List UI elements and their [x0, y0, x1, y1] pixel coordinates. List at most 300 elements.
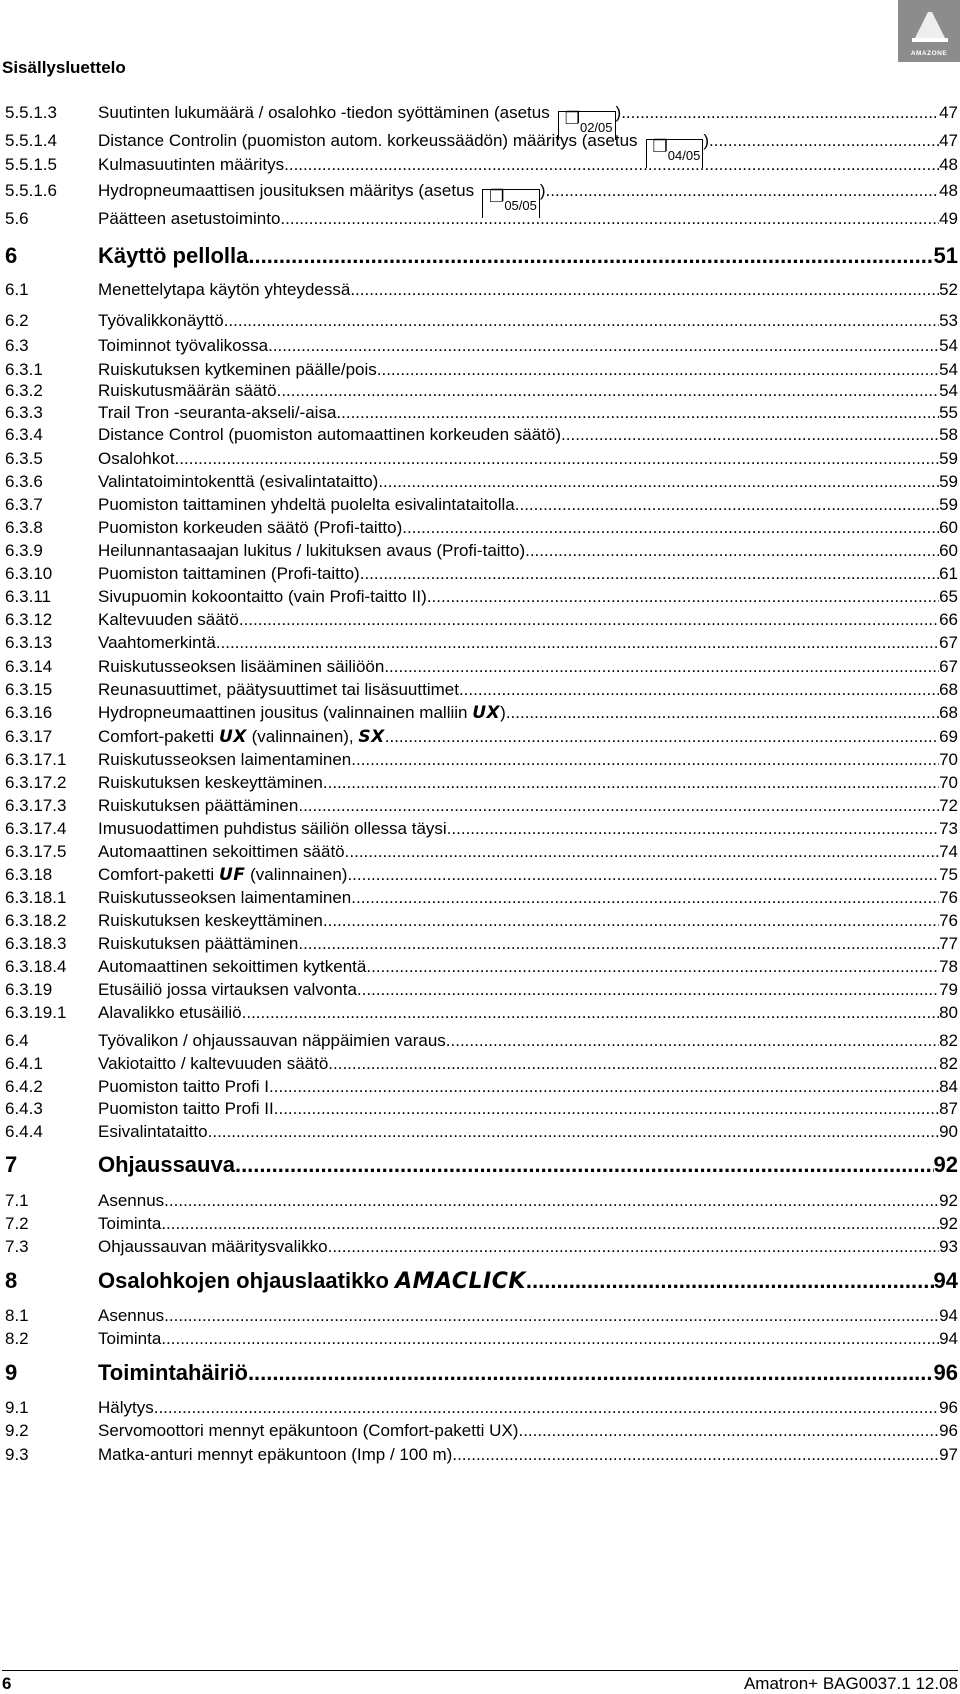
- toc-entry-page: 82: [939, 1054, 958, 1073]
- toc-entry-line: [98, 1421, 958, 1441]
- toc-entry-title-text: Distance Control (puomiston automaattinen korkeuden säätö): [98, 425, 562, 444]
- toc-entry-title-suffix: ): [500, 703, 506, 722]
- toc-entry-title: [98, 842, 345, 862]
- toc-entry-page: 49: [939, 209, 958, 228]
- toc-entry-page: 94: [939, 1329, 958, 1348]
- toc-entry-page: 76: [939, 888, 958, 907]
- toc-entry-title-text: Käyttö pellolla: [98, 243, 249, 268]
- dot-leader: [298, 934, 939, 954]
- toc-entry-line: [98, 587, 958, 607]
- toc-entry-title: [98, 381, 277, 401]
- toc-entry-number: 6.3.19.1: [5, 1003, 67, 1022]
- toc-entry-number: 9.2: [5, 1421, 29, 1440]
- toc-entry-page: 54: [939, 381, 958, 400]
- toc-entry-page: 47: [939, 103, 958, 122]
- dot-leader: [384, 657, 939, 677]
- dot-leader: [709, 131, 939, 151]
- toc-entry-page: 84: [939, 1077, 958, 1096]
- toc-entry-title-text: Työvalikkonäyttö: [98, 311, 224, 330]
- dot-leader: [446, 1031, 939, 1051]
- toc-entry-title: [98, 819, 447, 839]
- dot-leader: [323, 911, 939, 931]
- dot-leader: [377, 360, 939, 380]
- toc-entry-page: 54: [939, 336, 958, 355]
- dot-leader: [235, 1152, 934, 1178]
- toc-entry-title: [98, 1214, 161, 1234]
- toc-entry-title: [98, 243, 248, 269]
- toc-entry-page: 97: [939, 1445, 958, 1464]
- toc-entry-page: 52: [939, 280, 958, 299]
- toc-entry-title: [98, 311, 224, 331]
- toc-entry-page: 47: [939, 131, 958, 150]
- toc-entry-page: 60: [939, 541, 958, 560]
- toc-entry-title: [98, 1421, 518, 1441]
- dot-leader: [242, 1003, 939, 1023]
- toc-entry-title: [98, 750, 351, 770]
- toc-entry-title-text: Osalohkojen ohjauslaatikko: [98, 1268, 389, 1293]
- toc-entry-page: 96: [933, 1360, 958, 1385]
- dot-leader: [284, 155, 939, 175]
- toc-entry-line: [98, 472, 958, 492]
- toc-entry-title: [98, 1398, 154, 1418]
- toc-entry-page: 87: [939, 1099, 958, 1118]
- dot-leader: [378, 472, 939, 492]
- toc-entry-number: 6.3.5: [5, 449, 43, 468]
- dot-leader: [351, 750, 939, 770]
- setting-page-number: 05/05: [504, 198, 537, 213]
- toc-entry-line: [98, 1329, 958, 1349]
- setting-page-number: 04/05: [667, 148, 701, 163]
- toc-entry-page: 60: [939, 518, 958, 537]
- dot-leader: [269, 1077, 939, 1097]
- toc-entry-title: [98, 957, 366, 977]
- dot-leader: [224, 311, 939, 331]
- dot-leader: [357, 980, 939, 1000]
- toc-entry-line: [98, 1031, 958, 1051]
- toc-entry-title: [98, 1360, 248, 1386]
- toc-entry-number: 6.3.17: [5, 727, 53, 746]
- toc-entry-title-text: Puomiston taittaminen (Profi-taitto): [98, 564, 360, 583]
- toc-entry-title-text: Puomiston taitto Profi I: [98, 1077, 270, 1096]
- toc-entry-number: 6.3.7: [5, 495, 43, 514]
- toc-entry-title-text: Ruiskutuksen keskeyttäminen: [98, 773, 323, 792]
- dot-leader: [336, 403, 939, 423]
- toc-entry-page: 70: [939, 773, 958, 792]
- toc-entry-page: 79: [939, 980, 958, 999]
- toc-entry-title: [98, 1237, 328, 1257]
- toc-entry-line: [98, 727, 958, 747]
- dot-leader: [248, 243, 933, 269]
- toc-entry-line: [98, 541, 958, 561]
- toc-entry-title: [98, 934, 298, 954]
- toc-entry-title-text: Menettelytapa käytön yhteydessä: [98, 280, 351, 299]
- toc-entry-page: 75: [939, 865, 958, 884]
- toc-entry-title: [98, 564, 360, 584]
- toc-entry-title-text: Automaattinen sekoittimen kytkentä: [98, 957, 367, 976]
- toc-entry-line: [98, 1306, 958, 1326]
- toc-entry-title-text: Toimintahäiriö: [98, 1360, 248, 1385]
- toc-entry-number: 7.3: [5, 1237, 29, 1256]
- toc-entry-page: 94: [939, 1306, 958, 1325]
- toc-entry-page: 61: [939, 564, 958, 583]
- toc-entry-number: 6.3.11: [5, 587, 52, 606]
- toc-entry-line: [98, 633, 958, 653]
- toc-entry-title-text: Työvalikon / ohjaussauvan näppäimien varaus: [98, 1031, 446, 1050]
- toc-entry-line: [98, 1003, 958, 1023]
- toc-entry-number: 6.3.17.1: [5, 750, 67, 769]
- toc-entry-line: [98, 403, 958, 423]
- dot-leader: [280, 209, 939, 229]
- toc-entry-number: 9.1: [5, 1398, 29, 1417]
- toc-entry-title-text: Imusuodattimen puhdistus säiliön ollessa täysi: [98, 819, 447, 838]
- toc-entry-title: [98, 1268, 526, 1294]
- toc-entry-title: [98, 1152, 235, 1178]
- dot-leader: [328, 1054, 939, 1074]
- toc-entry-page: 48: [939, 181, 958, 200]
- toc-entry-title: [98, 1306, 164, 1326]
- toc-entry-title: [98, 980, 357, 1000]
- toc-entry-number: 6.3.3: [5, 403, 43, 422]
- toc-entry-title-text: Ruiskutusseoksen laimentaminen: [98, 750, 352, 769]
- toc-entry-title-text: Puomiston taittaminen yhdeltä puolelta esivalintataitolla: [98, 495, 515, 514]
- footer-page-number: 6: [2, 1674, 12, 1693]
- toc-entry-title: [98, 888, 351, 908]
- toc-entry-number: 5.6: [5, 209, 29, 228]
- toc-entry-number: 9.3: [5, 1445, 29, 1464]
- toc-entry-title-text: Matka-anturi mennyt epäkuntoon (Imp / 100 m): [98, 1445, 453, 1464]
- settings-page-icon: ❐: [652, 137, 668, 156]
- toc-entry-line: [98, 564, 958, 584]
- brand-name: AMACLICK: [395, 1269, 526, 1294]
- toc-entry-title-text: Ruiskutuksen päättäminen: [98, 796, 299, 815]
- settings-page-icon: ❐: [564, 109, 580, 128]
- settings-page-icon: ❐: [489, 187, 505, 206]
- dot-leader: [328, 1237, 939, 1257]
- toc-entry-page: 53: [939, 311, 958, 330]
- toc-entry-number: 5.5.1.4: [5, 131, 57, 150]
- dot-leader: [518, 1421, 939, 1441]
- toc-entry-number: 7.2: [5, 1214, 29, 1233]
- toc-entry-line: [98, 1122, 958, 1142]
- toc-entry-title-text: Toiminnot työvalikossa: [98, 336, 269, 355]
- toc-entry-line: [98, 1191, 958, 1211]
- toc-entry-number: 6.3.10: [5, 564, 53, 583]
- toc-entry-line: [98, 518, 958, 538]
- toc-entry-number: 6.3.16: [5, 703, 53, 722]
- toc-entry-line: [98, 980, 958, 1000]
- toc-entry-line: [98, 449, 958, 469]
- toc-entry-title-text: Alavalikko etusäiliö: [98, 1003, 242, 1022]
- toc-entry-title: [98, 1329, 161, 1349]
- toc-entry-title: [98, 633, 216, 653]
- brand-name: UX: [218, 727, 247, 747]
- toc-entry-page: 67: [939, 657, 958, 676]
- dot-leader: [351, 888, 939, 908]
- dot-leader: [274, 1099, 939, 1119]
- dot-leader: [525, 541, 939, 561]
- brand-name: UF: [218, 865, 246, 885]
- toc-entry-title-text: Heilunnantasaajan lukitus / lukituksen avaus (Profi-taitto): [98, 541, 526, 560]
- toc-entry-number: 7: [5, 1152, 18, 1177]
- toc-entry-page: 92: [939, 1191, 958, 1210]
- toc-entry-title-text: Servomoottori mennyt epäkuntoon (Comfort-paketti UX): [98, 1421, 519, 1440]
- toc-entry-number: 6.4: [5, 1031, 29, 1050]
- toc-entry-title: [98, 796, 298, 816]
- toc-entry-line: [98, 773, 958, 793]
- toc-entry-title-text: Puomiston taitto Profi II: [98, 1099, 274, 1118]
- toc-entry-line: [98, 680, 958, 700]
- toc-entry-page: 70: [939, 750, 958, 769]
- toc-entry-title: [98, 1003, 242, 1023]
- dot-leader: [506, 703, 939, 723]
- toc-entry-title-text: Reunasuuttimet, päätysuuttimet tai lisäsuuttimet: [98, 680, 459, 699]
- toc-entry-page: 76: [939, 911, 958, 930]
- toc-entry-page: 74: [939, 842, 958, 861]
- footer-document-id: Amatron+ BAG0037.1 12.08: [743, 1674, 958, 1693]
- toc-entry-number: 6.3.4: [5, 425, 43, 444]
- toc-entry-number: 6.4.1: [5, 1054, 43, 1073]
- toc-entry-page: 55: [939, 403, 958, 422]
- toc-entry-title: [98, 1191, 164, 1211]
- dot-leader: [347, 865, 939, 885]
- dot-leader: [239, 610, 939, 630]
- dot-leader: [366, 957, 939, 977]
- dot-leader: [268, 336, 939, 356]
- toc-entry-page: 59: [939, 449, 958, 468]
- toc-entry-number: 6.1: [5, 280, 29, 299]
- toc-entry-line: [98, 610, 958, 630]
- toc-entry-number: 5.5.1.5: [5, 155, 57, 174]
- toc-entry-title: [98, 449, 175, 469]
- dot-leader: [447, 819, 939, 839]
- toc-entry-title: [98, 1077, 269, 1097]
- toc-entry-title: [98, 727, 385, 747]
- dot-leader: [427, 587, 939, 607]
- dot-leader: [515, 495, 939, 515]
- dot-leader: [208, 1122, 939, 1142]
- toc-entry-number: 8.2: [5, 1329, 29, 1348]
- toc-entry-number: 6.3.18.3: [5, 934, 67, 953]
- toc-entry-number: 5.5.1.6: [5, 181, 57, 200]
- toc-entry-title-text: Ohjaussauvan määritysvalikko: [98, 1237, 328, 1256]
- toc-entry-page: 96: [939, 1421, 958, 1440]
- toc-entry-page: 72: [939, 796, 958, 815]
- toc-entry-title-text: Comfort-paketti: [98, 865, 215, 884]
- toc-entry-number: 6.3.17.3: [5, 796, 67, 815]
- toc-entry-title-text: Automaattinen sekoittimen säätö: [98, 842, 345, 861]
- toc-entry-title-text: Etusäiliö jossa virtauksen valvonta: [98, 980, 357, 999]
- toc-entry-line: [98, 888, 958, 908]
- toc-entry-title-text: Ruiskutusseoksen laimentaminen: [98, 888, 352, 907]
- toc-entry-page: 96: [939, 1398, 958, 1417]
- toc-entry-page: 67: [939, 633, 958, 652]
- brand-name: SX: [358, 727, 385, 747]
- toc-entry-number: 6.4.2: [5, 1077, 43, 1096]
- toc-entry-page: 80: [939, 1003, 958, 1022]
- toc-entry-page: 65: [939, 587, 958, 606]
- toc-entry-title: [98, 1445, 452, 1465]
- toc-entry-line: [98, 957, 958, 977]
- toc-entry-line: [98, 819, 958, 839]
- dot-leader: [526, 1268, 934, 1294]
- dot-leader: [161, 1214, 939, 1234]
- toc-entry-page: 66: [939, 610, 958, 629]
- toc-entry-title: [98, 425, 561, 445]
- toc-entry-title-suffix: (valinnainen): [250, 865, 348, 884]
- toc-entry-title-text: Hydropneumaattisen jousituksen määritys (asetus: [98, 181, 475, 200]
- closing-parenthesis: ): [703, 131, 709, 150]
- toc-entry-title: [98, 541, 525, 561]
- toc-entry-number: 6.3.18.4: [5, 957, 67, 976]
- toc-entry-title-text: Kaltevuuden säätö: [98, 610, 239, 629]
- footer-divider: [2, 1670, 958, 1671]
- toc-entry-title-text: Suutinten lukumäärä / osalohko -tiedon syöttäminen (asetus: [98, 103, 550, 122]
- toc-entry-page: 94: [933, 1268, 958, 1293]
- toc-entry-number: 6.3.18: [5, 865, 53, 884]
- logo-wordmark: AMAZONE: [910, 50, 948, 57]
- toc-entry-line: [98, 1054, 958, 1074]
- toc-entry-page: 90: [939, 1122, 958, 1141]
- page-title: Sisällysluettelo: [2, 58, 126, 77]
- toc-entry-title-text: Ruiskutuksen keskeyttäminen: [98, 911, 323, 930]
- toc-entry-line: [98, 1360, 958, 1386]
- toc-entry-title-text: Ruiskutusseoksen lisääminen säiliöön: [98, 657, 385, 676]
- toc-entry-title: [98, 360, 377, 380]
- toc-entry-page: 54: [939, 360, 958, 379]
- toc-entry-title-text: Vakiotaitto / kaltevuuden säätö: [98, 1054, 329, 1073]
- toc-entry-page: 68: [939, 703, 958, 722]
- toc-entry-title: [98, 336, 268, 356]
- toc-entry-page: 59: [939, 472, 958, 491]
- toc-entry-line: [98, 1214, 958, 1234]
- toc-entry-page: 68: [939, 680, 958, 699]
- toc-entry-title-text: Ohjaussauva: [98, 1152, 235, 1177]
- toc-entry-number: 6.3.6: [5, 472, 43, 491]
- toc-entry-number: 6.3.15: [5, 680, 53, 699]
- toc-entry-number: 9: [5, 1360, 18, 1385]
- toc-entry-page: 77: [939, 934, 958, 953]
- toc-entry-number: 6.3.17.2: [5, 773, 67, 792]
- closing-parenthesis: ): [539, 181, 546, 200]
- toc-entry-title-text: Vaahtomerkintä: [98, 633, 216, 652]
- toc-entry-line: [98, 311, 958, 331]
- toc-entry-line: [98, 243, 958, 269]
- toc-entry-line: [98, 425, 958, 445]
- dot-leader: [385, 727, 939, 747]
- toc-entry-title-text: Ruiskutuksen kytkeminen päälle/pois: [98, 360, 377, 379]
- toc-entry-page: 69: [939, 727, 958, 746]
- toc-entry-title-text: Ruiskutusmäärän säätö: [98, 381, 277, 400]
- toc-entry-title-text: Esivalintataitto: [98, 1122, 208, 1141]
- setting-page-number: 02/05: [579, 120, 613, 135]
- brand-name: UX: [472, 703, 501, 723]
- toc-entry-title: [98, 865, 347, 885]
- toc-entry-line: [98, 842, 958, 862]
- toc-entry-number: 6.3.18.1: [5, 888, 67, 907]
- toc-entry-title: [98, 209, 280, 229]
- toc-entry-number: 8: [5, 1268, 18, 1293]
- toc-entry-title-text: Toiminta: [98, 1329, 162, 1348]
- toc-entry-line: [98, 1237, 958, 1257]
- toc-entry-number: 6.4.3: [5, 1099, 43, 1118]
- toc-entry-title: [98, 911, 323, 931]
- toc-entry-title: [98, 403, 336, 423]
- toc-entry-title-text: Trail Tron -seuranta-akseli/-aisa: [98, 403, 337, 422]
- toc-entry-title-text: Ruiskutuksen päättäminen: [98, 934, 299, 953]
- toc-entry-title-text: Osalohkot: [98, 449, 175, 468]
- toc-entry-line: [98, 1099, 958, 1119]
- toc-entry-number: 6.3.19: [5, 980, 53, 999]
- toc-entry-number: 8.1: [5, 1306, 29, 1325]
- toc-entry-page: 92: [939, 1214, 958, 1233]
- toc-entry-line: [98, 934, 958, 954]
- toc-entry-line: [98, 336, 958, 356]
- toc-entry-line: [98, 750, 958, 770]
- toc-entry-number: 6.3.9: [5, 541, 43, 560]
- toc-entry-title-text: Päätteen asetustoiminto: [98, 209, 281, 228]
- toc-entry-line: [98, 1152, 958, 1178]
- toc-entry-number: 6.3.17.5: [5, 842, 67, 861]
- dot-leader: [345, 842, 939, 862]
- dot-leader: [561, 425, 939, 445]
- toc-entry-number: 6.3.1: [5, 360, 43, 379]
- toc-entry-number: 6.3.14: [5, 657, 53, 676]
- toc-entry-title: [98, 703, 506, 723]
- toc-entry-title-text: Asennus: [98, 1191, 165, 1210]
- toc-entry-number: 6.4.4: [5, 1122, 43, 1141]
- toc-entry-page: 93: [939, 1237, 958, 1256]
- toc-entry-title-suffix: (valinnainen),: [251, 727, 354, 746]
- toc-entry-number: 6.3.2: [5, 381, 43, 400]
- dot-leader: [248, 1360, 934, 1386]
- toc-entry-page: 82: [939, 1031, 958, 1050]
- toc-entry-title: [98, 280, 350, 300]
- dot-leader: [298, 796, 939, 816]
- toc-entry-number: 6.3: [5, 336, 29, 355]
- toc-entry-title: [98, 1054, 328, 1074]
- dot-leader: [402, 518, 939, 538]
- dot-leader: [164, 1191, 939, 1211]
- toc-entry-number: 6.3.13: [5, 633, 53, 652]
- toc-entry-title-text: Toiminta: [98, 1214, 162, 1233]
- toc-entry-number: 5.5.1.3: [5, 103, 57, 122]
- dot-leader: [216, 633, 939, 653]
- dot-leader: [161, 1329, 939, 1349]
- toc-entry-title: [98, 773, 323, 793]
- dot-leader: [452, 1445, 939, 1465]
- toc-entry-line: [98, 1268, 958, 1294]
- dot-leader: [546, 181, 940, 201]
- dot-leader: [175, 449, 940, 469]
- dot-leader: [621, 103, 939, 123]
- toc-entry-title: [98, 155, 284, 175]
- toc-entry-title: [98, 495, 515, 515]
- toc-entry-title-text: Hälytys: [98, 1398, 154, 1417]
- toc-entry-number: 6.3.17.4: [5, 819, 67, 838]
- toc-entry-number: 6.3.12: [5, 610, 53, 629]
- toc-entry-title-text: Kulmasuutinten määritys: [98, 155, 285, 174]
- toc-entry-title-text: Puomiston korkeuden säätö (Profi-taitto): [98, 518, 403, 537]
- toc-entry-page: 78: [939, 957, 958, 976]
- toc-entry-page: 59: [939, 495, 958, 514]
- dot-leader: [154, 1398, 939, 1418]
- toc-entry-number: 6.3.18.2: [5, 911, 67, 930]
- toc-entry-line: [98, 155, 958, 175]
- toc-entry-line: [98, 1445, 958, 1465]
- dot-leader: [323, 773, 939, 793]
- toc-entry-title-text: Hydropneumaattinen jousitus (valinnainen malliin: [98, 703, 468, 722]
- toc-entry-line: [98, 911, 958, 931]
